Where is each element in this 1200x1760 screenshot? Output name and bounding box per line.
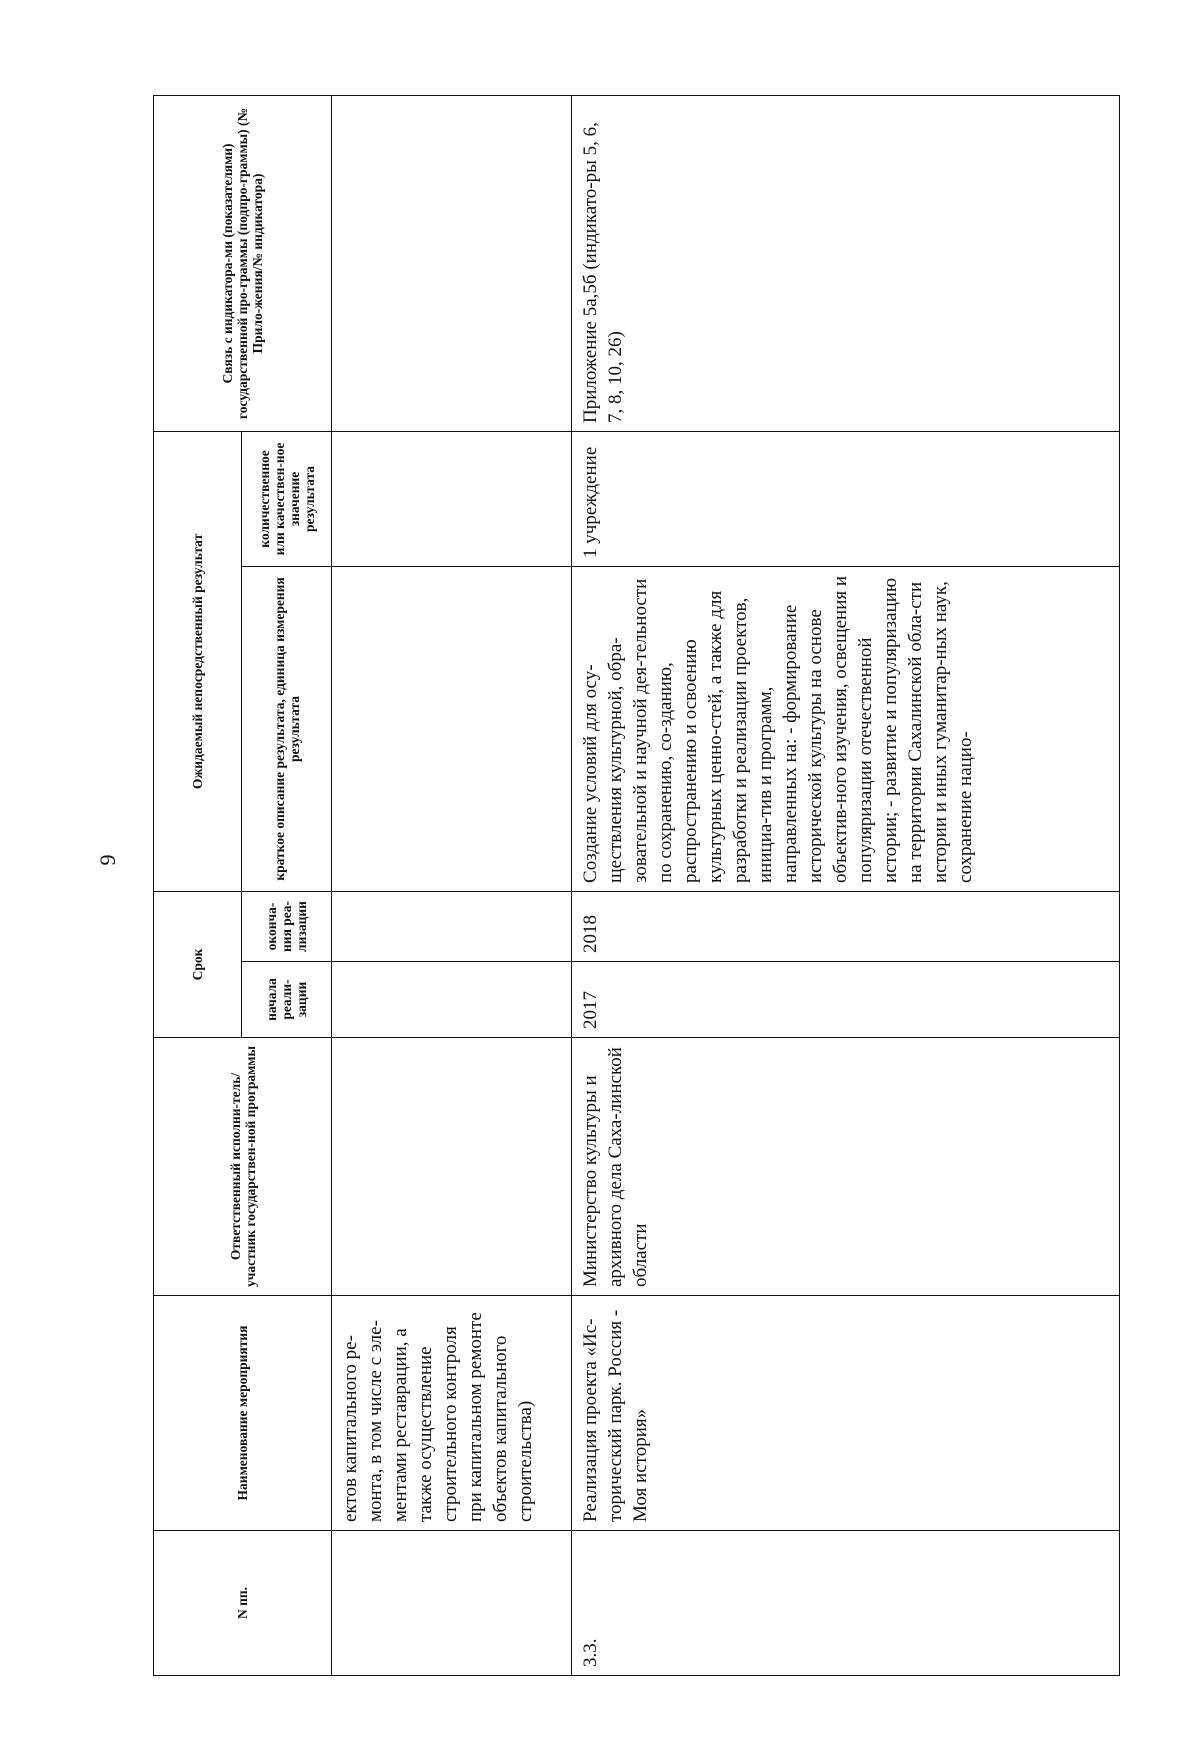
cell-result-desc — [332, 566, 572, 891]
cell-end — [332, 891, 572, 961]
cell-num — [332, 1531, 572, 1676]
rotated-table-container — [153, 96, 1106, 1760]
cell-num: 3.3. — [572, 1531, 1120, 1676]
header-term-start: начала реали-зации — [242, 962, 332, 1038]
program-activities-table — [153, 95, 1120, 1676]
cell-executor: Министерство культуры и архивного дела Саха-линской области — [572, 1038, 1120, 1296]
header-term-end: оконча-ния реа-лизации — [242, 891, 332, 961]
table-row — [572, 95, 1120, 1675]
cell-start: 2017 — [572, 962, 1120, 1038]
header-result-value: количественное или качествен-ное значение результата — [242, 431, 332, 566]
header-result: Ожидаемый непосредственный результат — [154, 431, 242, 891]
cell-name: ектов капитального ре-монта, в том числе с эле-ментами реставрации, а также осуществление строительного контроля при капитальном ремонте объектов капитального строительства) — [332, 1296, 572, 1531]
header-term: Срок — [154, 891, 242, 1037]
header-link: Связь с индикатора-ми (показателями) государственной про-граммы (подпро-граммы) (№ Прило-жения/№ индикатора) — [154, 95, 332, 431]
header-result-desc: краткое описание результата, единица измерения результата — [242, 566, 332, 891]
cell-result-desc: Создание условий для осу-ществления культурной, обра-зовательной и научной дея-тельности по сохранению, со-зданию, распространению и освоению культурных ценно-стей, а также для разработки и реализации проектов, инициа-тив и программ, направленных на: - формирование исторической культуры на основе объектив-ного изучения, освещения и популяризации отечественной истории; - развитие и популяризацию на территории Сахалинской обла-сти истории и иных гуманитар-ных наук, сохранение нацио- — [572, 566, 1120, 891]
header-executor: Ответственный исполни-тель/участник государствен-ной программы — [154, 1038, 332, 1296]
cell-executor — [332, 1038, 572, 1296]
table-row — [332, 95, 572, 1675]
cell-start — [332, 962, 572, 1038]
cell-end: 2018 — [572, 891, 1120, 961]
cell-link: Приложение 5а,5б (индикато-ры 5, 6, 7, 8, 10, 26) — [572, 95, 1120, 431]
cell-link — [332, 95, 572, 431]
cell-result-value: 1 учреждение — [572, 431, 1120, 566]
header-name: Наименование мероприятия — [154, 1296, 332, 1531]
header-row-1 — [154, 95, 242, 1675]
page-number: 9 — [95, 854, 120, 866]
cell-result-value — [332, 431, 572, 566]
cell-name: Реализация проекта «Ис-торический парк. Россия - Моя история» — [572, 1296, 1120, 1531]
header-num: N пп. — [154, 1531, 332, 1676]
